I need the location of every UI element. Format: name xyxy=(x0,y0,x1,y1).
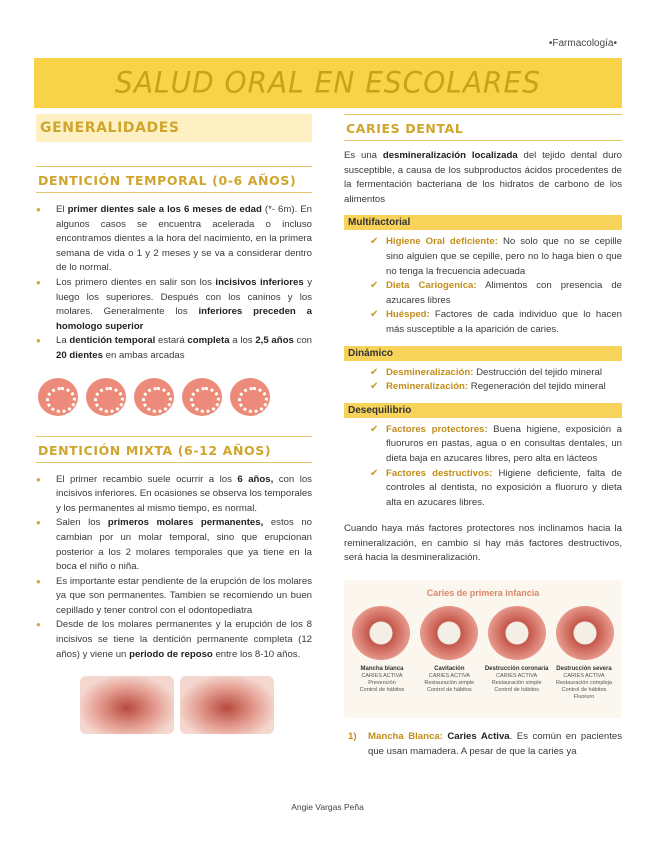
divider xyxy=(344,114,622,115)
divider xyxy=(344,140,622,141)
tooth-photo xyxy=(556,606,614,660)
caries-closing: Cuando haya más factores protectores nos inclinamos hacia la remineralización, en cambio si hay más factores destructivos, será hacia la desmineralización. xyxy=(344,523,622,564)
divider xyxy=(36,462,312,463)
figure-title: Caries de primera infancia xyxy=(426,588,540,599)
generalidades-section xyxy=(36,114,312,142)
mouth-photo xyxy=(180,676,274,734)
desequilibrio-band: Desequilibrio xyxy=(344,403,622,418)
left-column xyxy=(36,114,312,734)
right-column xyxy=(344,114,622,759)
subject-tag: •Farmacología• xyxy=(548,38,617,49)
figure-photos xyxy=(352,606,614,660)
list-item: ✔ Factores protectores: Buena higiene, exposición a fluoruros en pastas, agua o en consultas dentales, un dieta baja en azucares libres, pero alta en lácteos xyxy=(370,423,622,467)
list-item: ✔ Dieta Cariogenica: Alimentos con presencia de azucares libres xyxy=(370,279,622,308)
divider xyxy=(36,166,312,167)
tooth-photo xyxy=(420,606,478,660)
dinamico-band: Dinámico xyxy=(344,346,622,361)
list-item: ✔ Desmineralización: Destrucción del tejido mineral xyxy=(370,366,622,381)
list-item: ● El primer recambio suele ocurrir a los 6 años, con los incisivos inferiores. En ocasiones se observa los temporales y los permanentes al mismo tiempo, es normal. xyxy=(36,473,312,517)
list-item: ● La dentición temporal estará completa a los 2,5 años con 20 dientes en ambas arcadas xyxy=(36,334,312,363)
author-footer: Angie Vargas Peña xyxy=(291,802,364,812)
title-banner xyxy=(34,58,622,108)
list-item: ● Es importante estar pendiente de la erupción de los molares ya que son permanentes. Tambien se recomiendo un buen cepillado y tener control con el odontopediatra xyxy=(36,575,312,619)
desequilibrio-list xyxy=(344,423,622,511)
list-item: ● Desde de los molares permanentes y la erupción de los 8 incisivos se tiene la dentición permanente completa (12 años) y viene un periodo de reposo entre los 8-10 años. xyxy=(36,618,312,662)
divider xyxy=(36,192,312,193)
dental-arch-image xyxy=(182,378,222,416)
point-mancha-blanca: 1) Mancha Blanca: Caries Activa. Es común en pacientes que usan mamadera. A pesar de que la caries ya xyxy=(348,731,622,757)
temporal-heading: DENTICIÓN TEMPORAL (0-6 AÑOS) xyxy=(38,173,297,188)
stage-label: Destrucción severa CARIES ACTIVA Restauración compleja Control de hábitos Fluoruro xyxy=(556,666,612,701)
caries-intro: Es una desmineralización localizada del tejido dental duro susceptible, a causa de los subproductos ácidos procedentes de la fermentación bacteriana de los hidratos de carbono de los alimentos xyxy=(344,150,622,205)
caries-heading: CARIES DENTAL xyxy=(346,121,464,136)
tooth-photo xyxy=(488,606,546,660)
stage-label: Destrucción coronaria CARIES ACTIVA Restauración simple Control de hábitos xyxy=(484,666,549,694)
stage-label: Cavitación CARIES ACTIVA Restauración simple Control de hábitos xyxy=(424,666,475,694)
temporal-list xyxy=(36,203,312,364)
generalidades-heading: GENERALIDADES xyxy=(40,120,180,136)
multifactorial-list xyxy=(344,235,622,337)
dental-arch-illustrations xyxy=(38,378,312,416)
dental-arch-image xyxy=(38,378,78,416)
multifactorial-band: Multifactorial xyxy=(344,215,622,230)
list-item: ✔ Huésped: Factores de cada individuo que lo hacen más susceptible a la aparición de caries. xyxy=(370,308,622,337)
list-item: ● Salen los primeros molares permanentes, estos no cambian por un molar temporal, sino que erupcionan posterior a los 2 molares temporales que ya tiene en la boca el niño o niña. xyxy=(36,516,312,574)
mixta-list xyxy=(36,473,312,663)
dinamico-list xyxy=(344,366,622,395)
caries-stages-figure xyxy=(344,580,622,718)
list-item: ✔ Remineralización: Regeneración del tejido mineral xyxy=(370,380,622,395)
list-item: ✔ Factores destructivos: Higiene deficiente, falta de controles al dentista, no exposición a fluoruro y dieta alta en azucares libres. xyxy=(370,467,622,511)
list-item: ● El primer dientes sale a los 6 meses de edad (*- 6m). En algunos casos se encuentra acelerada o incluso encontramos dientes a la hora del nacimiento, en la primera semana de vida o 1 y 2 meses y se va a considerar dentro de lo normal. xyxy=(36,203,312,276)
list-item: ● Los primero dientes en salir son los incisivos inferiores y luego los superiores. Después con los caninos y los molares. Generalmente los inferiores preceden a homologo superior xyxy=(36,276,312,334)
mouth-photos xyxy=(80,676,312,734)
dental-arch-image xyxy=(86,378,126,416)
dental-arch-image xyxy=(134,378,174,416)
tooth-photo xyxy=(352,606,410,660)
dental-arch-image xyxy=(230,378,270,416)
list-item: ✔ Higiene Oral deficiente: No solo que no se cepille sino alguien que se cepille, pero no lo haga bien o que no tenga la frecuencia adecuada xyxy=(370,235,622,279)
stage-label: Mancha blanca CARIES ACTIVA Prevención Control de hábitos xyxy=(359,666,405,694)
figure-labels xyxy=(350,666,616,701)
divider xyxy=(36,436,312,437)
mixta-heading: DENTICIÓN MIXTA (6-12 AÑOS) xyxy=(38,442,272,458)
mouth-photo xyxy=(80,676,174,734)
page-title: SALUD ORAL EN ESCOLARES xyxy=(115,65,541,100)
